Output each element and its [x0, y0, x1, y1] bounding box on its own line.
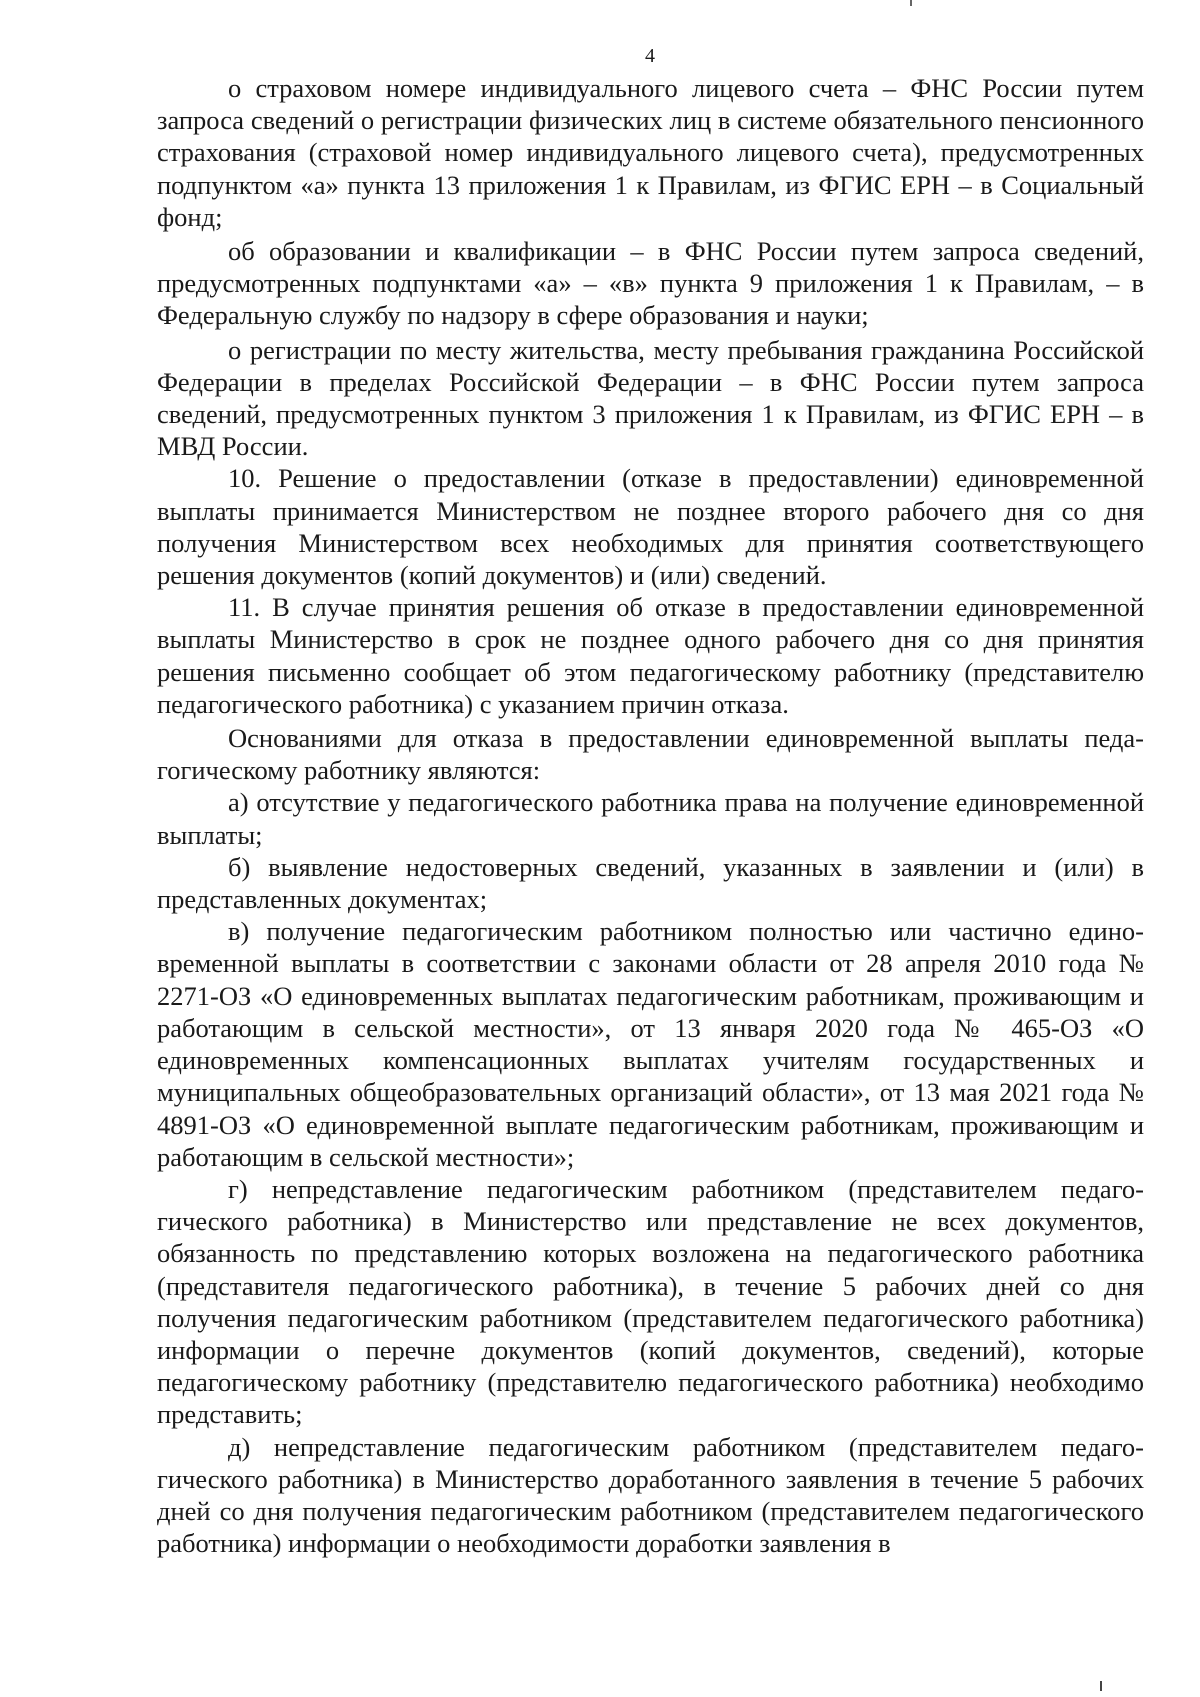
- scan-mark: [1100, 1681, 1102, 1691]
- paragraph-grounds-intro: Основаниями для отказа в предоставлении единовременной выплаты педагогическому работнику являются:: [157, 723, 1144, 786]
- page-number: 4: [645, 45, 655, 67]
- paragraph-ground-a: а) отсутствие у педагогического работника права на получение единовременной выплаты;: [157, 787, 1144, 850]
- paragraph-item-11: 11. В случае принятия решения об отказе в предоставлении единовременной выплаты Министерство в срок не позднее одного рабочего дня со дня принятия решения письменно сообщает об этом педагогическому работнику (представителю педагогического работника) с указанием причин отказа.: [157, 592, 1144, 719]
- paragraph-education: об образовании и квалификации – в ФНС России путем запроса сведений, предусмотренных подпунктами «а» – «в» пункта 9 приложения 1 к Правилам, – в Федеральную службу по надзору в сфере образования и науки;: [157, 236, 1144, 331]
- scan-mark: [910, 0, 912, 6]
- paragraph-snils: о страховом номере индивидуального лицевого счета – ФНС России путем запроса сведений о регистрации физических лиц в системе обязательного пенсионного страхования (страховой номер индивидуального лицевого счета), предусмотренных подпунктом «а» пункта 13 приложения 1 к Правилам, из ФГИС ЕРН – в Социальный фонд;: [157, 73, 1144, 232]
- paragraph-ground-v: в) получение педагогическим работником полностью или частично единовременной выплаты в соответствии с законами области от 28 апреля 2010 года № 2271-ОЗ «О единовременных выплатах педагогическим работникам, проживающим и работающим в сельской местности», от 13 января 2020 года № 465-ОЗ «О единовременных компенсационных выплатах учителям государственных и муниципальных общеобразовательных организаций области», от 13 мая 2021 года № 4891-ОЗ «О единовременной выплате педагогическим работникам, проживающим и работающим в сельской местности»;: [157, 916, 1144, 1172]
- document-body: [157, 72, 1144, 1559]
- paragraph-ground-g: г) непредставление педагогическим работником (представителем педагогического работника) в Министерство или представление не всех документов, обязанность по представлению которых возложена на педагогического работника (представителя педагогического работника), в течение 5 рабочих дней со дня получения педагогическим работником (представителем педагогического работника) информации о перечне документов (копий документов, сведений), которые педагогическому работнику (представителю педагогического работника) необходимо представить;: [157, 1173, 1144, 1430]
- paragraph-registration: о регистрации по месту жительства, месту пребывания гражданина Российской Федерации в пределах Российской Федерации – в ФНС России путем запроса сведений, предусмотренных пунктом 3 приложения 1 к Правилам, из ФГИС ЕРН – в МВД России.: [157, 334, 1144, 462]
- paragraph-ground-b: б) выявление недостоверных сведений, указанных в заявлении и (или) в представленных документах;: [157, 851, 1144, 915]
- paragraph-item-10: 10. Решение о предоставлении (отказе в предоставлении) единовременной выплаты принимается Министерством не позднее второго рабочего дня со дня получения Министерством всех необходимых для принятия соответствующего решения документов (копий документов) и (или) сведений.: [157, 463, 1144, 591]
- paragraph-ground-d: д) непредставление педагогическим работником (представителем педагогического работника) в Министерство доработанного заявления в течение 5 рабочих дней со дня получения педагогическим работником (представителем педагогического работника) информации о необходимости доработки заявления в: [157, 1431, 1144, 1559]
